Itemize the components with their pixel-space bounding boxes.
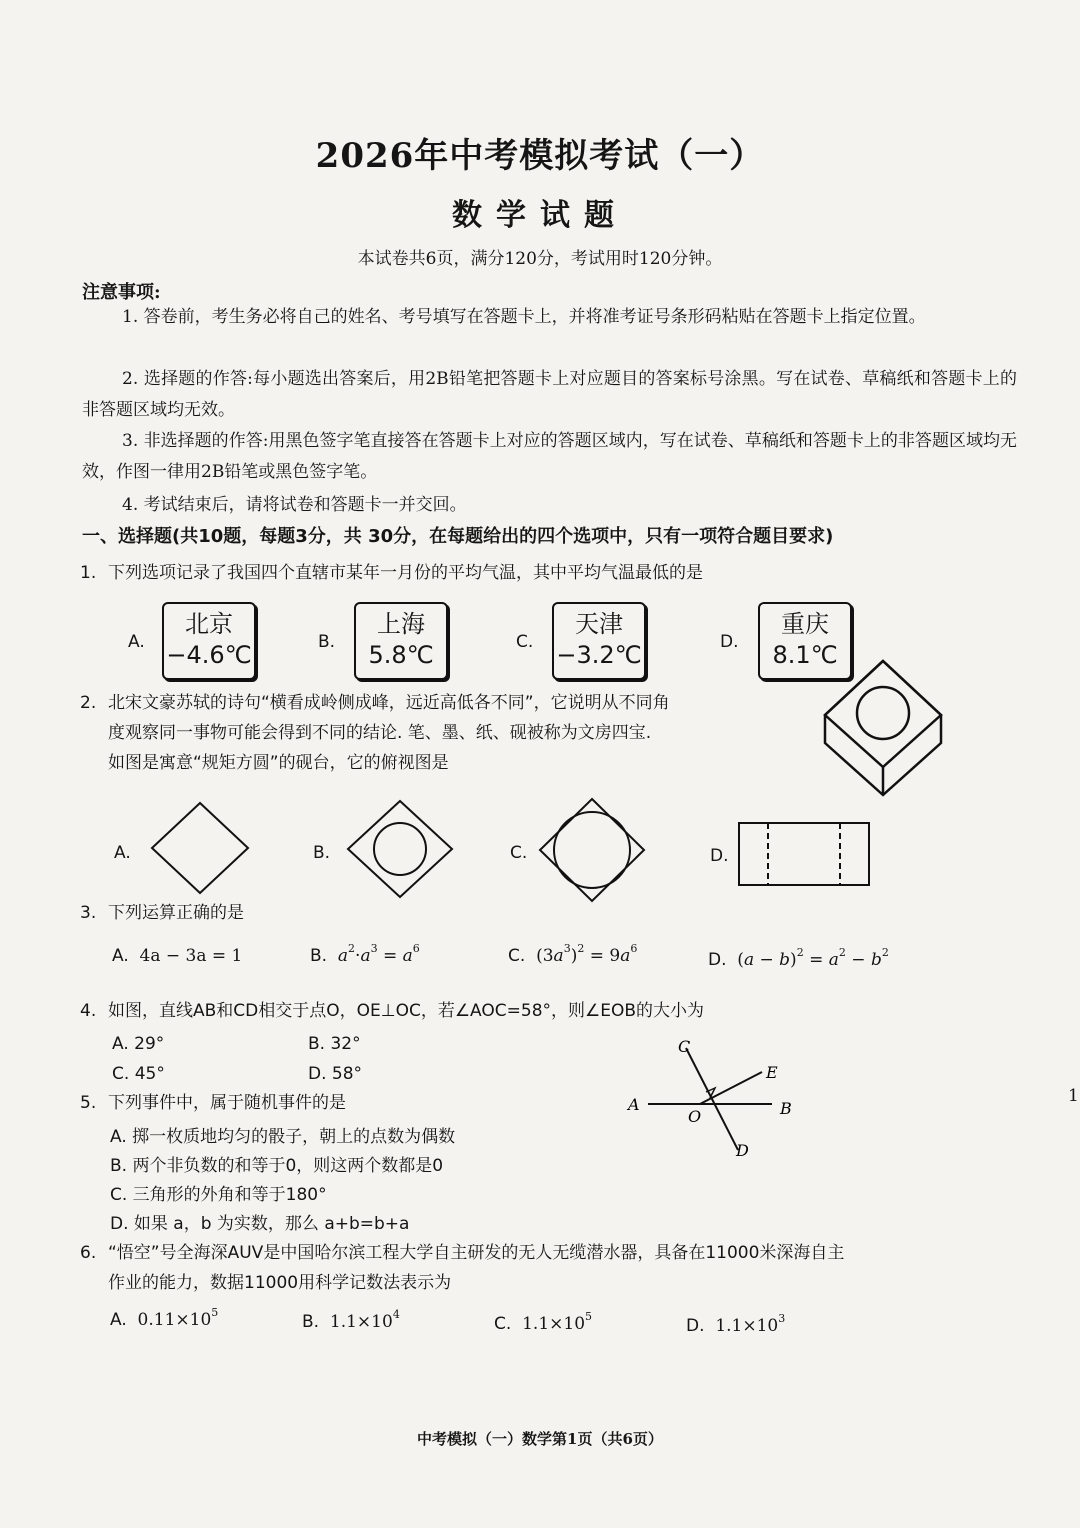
question-text: 下列选项记录了我国四个直辖市某年一月份的平均气温，其中平均气温最低的是 [108, 563, 703, 583]
exam-title: 2026年中考模拟考试（一） [315, 136, 765, 176]
question-number: 5. [80, 1093, 97, 1113]
option-label: B. [318, 632, 336, 652]
q6-option-c: C. $1.1\times 10^5$ [494, 1310, 593, 1334]
question-number: 1. [80, 563, 97, 583]
option-c-diamond-circle [536, 796, 648, 904]
q6-option-d: D. $1.1\times 10^3$ [686, 1312, 786, 1336]
math-expression: 4a − 3a = 1 [139, 946, 243, 966]
question-2 [80, 688, 670, 778]
q3-option-d: D. $(a - b)^2 = a^2 - b^2$ [708, 946, 889, 970]
question-1 [80, 558, 703, 588]
point-label-e: E [766, 1063, 778, 1082]
question-number: 2. [80, 693, 97, 713]
q4-option-d: D. 58° [308, 1064, 363, 1084]
note-item: 3. 非选择题的作答:用黑色签字笔直接答在答题卡上对应的答题区域内，写在试卷、草稿纸和答题卡上的非答题区域均无效，作图一律用2B铅笔或黑色签字笔。 [82, 431, 1017, 482]
notes-heading: 注意事项: [82, 282, 161, 303]
point-label-d: D [736, 1141, 749, 1160]
q5-option-c: C. 三角形的外角和等于180° [110, 1185, 327, 1205]
option-label: B. [313, 843, 331, 863]
point-label-b: B [780, 1099, 792, 1118]
option-d-rectangle [736, 820, 872, 888]
q4-option-a: A. 29° [112, 1034, 165, 1054]
temperature-value: −3.2℃ [556, 641, 642, 669]
temperature-value: 5.8℃ [368, 641, 434, 669]
question-3 [80, 898, 244, 928]
q5-option-a: A. 掷一枚质地均匀的骰子，朝上的点数为偶数 [110, 1127, 456, 1147]
question-text-line: 北宋文豪苏轼的诗句“横看成岭侧成峰，远近高低各不同”，它说明从不同角 [108, 693, 670, 713]
question-text: 下列事件中，属于随机事件的是 [108, 1093, 346, 1113]
edge-mark: 1 [1068, 1086, 1079, 1106]
question-text: 下列运算正确的是 [108, 903, 244, 923]
point-label-a: A [628, 1095, 640, 1114]
q3-option-b: B. $a^2\cdot a^3 = a^6$ [310, 942, 420, 966]
option-label: A. [128, 632, 145, 652]
question-number: 4. [80, 1001, 97, 1021]
inkstone-figure [815, 655, 950, 800]
option-label: D. [720, 632, 739, 652]
temperature-value: −4.6℃ [166, 641, 252, 669]
q4-option-b: B. 32° [308, 1034, 361, 1054]
q3-option-c: C. $(3a^3)^2 = 9a^6$ [508, 942, 638, 966]
note-item: 2. 选择题的作答:每小题选出答案后，用2B铅笔把答题卡上对应题目的答案标号涂黑。写在试卷、草稿纸和答题卡上的非答题区域均无效。 [82, 369, 1017, 420]
note-item: 1. 答卷前，考生务必将自己的姓名、考号填写在答题卡上，并将准考证号条形码粘贴在答题卡上指定位置。 [122, 307, 926, 327]
temperature-card [354, 602, 448, 680]
question-text-line: “悟空”号全海深AUV是中国哈尔滨工程大学自主研发的无人无缆潜水器，具备在11000米深海自主 [108, 1243, 845, 1263]
city-name: 北京 [185, 610, 233, 638]
question-5 [80, 1088, 346, 1118]
question-text: 如图，直线AB和CD相交于点O，OE⊥OC，若∠AOC=58°，则∠EOB的大小为 [108, 1001, 705, 1021]
option-a-diamond [148, 800, 252, 896]
q5-option-d: D. 如果 a，b 为实数，那么 a+b=b+a [110, 1214, 410, 1234]
question-6 [80, 1238, 844, 1298]
q5-option-b: B. 两个非负数的和等于0，则这两个数都是0 [110, 1156, 444, 1176]
temperature-card [552, 602, 646, 680]
question-text-line: 如图是寓意“规矩方圆”的砚台，它的俯视图是 [108, 753, 449, 773]
temperature-card [162, 602, 256, 680]
q4-option-c: C. 45° [112, 1064, 165, 1084]
city-name: 天津 [575, 610, 623, 638]
q4-geometry-figure [620, 1030, 820, 1165]
city-name: 重庆 [781, 610, 829, 638]
q3-option-a: A. 4a − 3a = 1 [112, 946, 243, 966]
question-text-line: 度观察同一事物可能会得到不同的结论. 笔、墨、纸、砚被称为文房四宝. [108, 723, 652, 743]
section-heading: 一、选择题(共10题，每题3分，共 30分，在每题给出的四个选项中，只有一项符合题目要求) [82, 526, 834, 547]
option-label: A. [114, 843, 131, 863]
page-footer: 中考模拟（一）数学第1页（共6页） [417, 1430, 663, 1448]
exam-subtitle: 数学试题 [452, 198, 628, 233]
question-4 [80, 996, 704, 1026]
question-number: 3. [80, 903, 97, 923]
point-label-o: O [688, 1107, 702, 1126]
q6-option-a: A. $0.11\times 10^5$ [110, 1306, 219, 1330]
exam-info: 本试卷共6页，满分120分，考试用时120分钟。 [357, 249, 723, 269]
option-label: C. [510, 843, 528, 863]
option-label: C. [516, 632, 534, 652]
question-number: 6. [80, 1243, 97, 1263]
question-text-line: 作业的能力，数据11000用科学记数法表示为 [108, 1273, 452, 1293]
point-label-c: C [678, 1037, 691, 1056]
city-name: 上海 [377, 610, 425, 638]
option-label: D. [710, 846, 729, 866]
note-item: 4. 考试结束后，请将试卷和答题卡一并交回。 [122, 495, 467, 515]
temperature-value: 8.1℃ [772, 641, 838, 669]
q6-option-b: B. $1.1\times 10^4$ [302, 1308, 400, 1332]
option-b-diamond-circle [344, 798, 456, 900]
